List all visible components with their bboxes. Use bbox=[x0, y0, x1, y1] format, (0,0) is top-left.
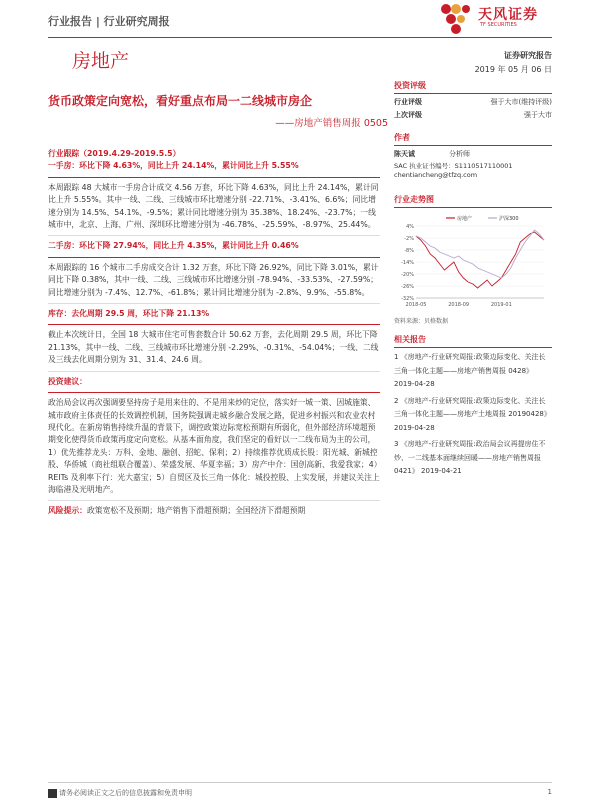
logo-mark-icon bbox=[434, 2, 474, 36]
first-hand-heading: 一手房：环比下降 4.63%，同比上升 24.14%，累计同比上升 5.55% bbox=[48, 161, 299, 171]
divider bbox=[48, 235, 380, 236]
y-tick-label: -20% bbox=[401, 272, 414, 278]
related-report-item[interactable]: 3 《房地产-行业研究周报:政治局会议再提房住不炒、一二线基本面继续回暖——房地产销售周报 0421》 2019-04-21 bbox=[394, 440, 546, 475]
tracking-label: 行业跟踪（2019.4.29-2019.5.5） bbox=[48, 149, 181, 158]
divider bbox=[48, 257, 380, 258]
related-panel bbox=[394, 334, 552, 479]
divider bbox=[48, 303, 380, 304]
divider bbox=[48, 324, 380, 325]
logo-text: 天风证券 bbox=[478, 7, 538, 23]
main-content bbox=[48, 148, 380, 518]
y-tick-label: -26% bbox=[401, 284, 414, 290]
report-category: 行业报告 | 行业研究周报 bbox=[48, 15, 170, 28]
report-date: 2019 年 05 月 06 日 bbox=[474, 65, 552, 74]
footer-disclaimer bbox=[48, 788, 192, 798]
chart-heading: 行业走势图 bbox=[394, 194, 552, 208]
industry-rating-value: 强于大市(维持评级) bbox=[490, 98, 552, 106]
first-hand-body: 本周跟踪 48 大城市一手房合计成交 4.56 万套，环比下降 4.63%，同比上升 24.14%，累计同比上升 5.55%。其中一线、二线、三线城市环比增速分别 -22.71%、-3.41%、6.6%；同比增速分别为 14.5%、54.1%、-9.5%；累计同比增速分别为 35.38%、18.24%、-23.7%；一线城市中，北京、上海、广州、深圳环比增速分别为 -46.78%、-25.59%、-8.97%、25.44%。 bbox=[48, 182, 379, 230]
inventory-heading: 库存：去化周期 29.5 周，环比下降 21.13% bbox=[48, 309, 210, 319]
industry-rating-label: 行业评级 bbox=[394, 98, 422, 106]
author-row bbox=[394, 149, 552, 159]
header-divider bbox=[48, 37, 552, 38]
chart-panel bbox=[394, 194, 552, 325]
y-tick-label: -8% bbox=[404, 248, 414, 254]
prev-rating-label: 上次评级 bbox=[394, 111, 422, 119]
y-tick-label: -32% bbox=[401, 296, 414, 302]
sector-title: 房地产 bbox=[72, 50, 130, 72]
author-cert: SAC 执业证书编号：S1110517110001 bbox=[394, 162, 513, 170]
divider bbox=[48, 177, 380, 178]
series-line-hs300 bbox=[416, 230, 544, 278]
series-line-real-estate bbox=[416, 232, 544, 288]
company-logo bbox=[434, 2, 552, 38]
advice-body: 政治局会议再次强调要坚持房子是用来住的、不是用来炒的定位，落实好一城一策、因城施策、城市政府主体责任的长效调控机制，国务院强调走城乡融合发展之路，促进乡村振兴和农业农村现代化。在新房销售持续升温的背景下，调控政策边际宽松预期有所弱化，但外部经济环境超预期变化使得货币政策再度定向宽松。从基本面角度，我们坚定的看好以一二线布局为主的公司，1）优先推荐龙头：万科、金地、融创、招蛇、保利；2）持续推荐优质成长股：阳光城、新城控股、华侨城（商社组联合覆盖）、荣盛发展、华夏幸福；3）房产中介：国创高新、我爱我家；4）REITs 及利率下行：光大嘉宝；5）自贸区及长三角一体化：城投控股、上实发展，并建议关注上海临港及光明地产。 bbox=[48, 398, 380, 494]
risk-line bbox=[48, 505, 380, 517]
page-number: 1 bbox=[547, 788, 552, 796]
divider bbox=[48, 500, 380, 501]
legend-label: 房地产 bbox=[457, 216, 473, 222]
y-tick-label: -14% bbox=[401, 260, 414, 266]
footer-divider bbox=[48, 782, 552, 783]
prev-rating-row bbox=[394, 110, 552, 120]
x-tick-label: 2019-01 bbox=[490, 302, 512, 308]
qr-code-icon bbox=[48, 789, 57, 798]
author-name: 陈天诚 bbox=[394, 150, 415, 158]
x-tick-label: 2018-05 bbox=[405, 302, 427, 308]
related-heading: 相关报告 bbox=[394, 334, 552, 348]
chart-source: 资料来源：贝格数据 bbox=[394, 318, 449, 325]
rating-heading: 投资评级 bbox=[394, 80, 552, 94]
divider bbox=[48, 392, 380, 393]
rating-panel bbox=[394, 80, 552, 120]
author-email: chentiancheng@tfzq.com bbox=[394, 171, 478, 179]
inventory-body: 截止本次统计日，全国 18 大城市住宅可售套数合计 50.62 万套，去化周期 29.5 周，环比下降 21.13%，其中一线、二线、三线城市环比增速分别 -2.29%、-0.31%、-54.04%；一线、二线及三线去化周期分别为 31、31.4、24.6 周。 bbox=[48, 330, 379, 365]
advice-label: 投资建议： bbox=[48, 376, 87, 386]
report-subtitle: ——房地产销售周报 0505 bbox=[275, 118, 388, 129]
industry-rating-row bbox=[394, 97, 552, 107]
second-hand-body: 本周跟踪的 16 个城市二手房成交合计 1.32 万套，环比下降 26.92%，同比下降 3.01%，累计同比下降 0.38%，其中一线、二线、三线城市环比增速分别 -78.94%、-33.53%、-27.59%；同比增速分别为 -7.4%、12.7%、-61.8%；累计同比增速分别为 -2.8%、9.9%、-55.8%。 bbox=[48, 262, 379, 297]
prev-rating-value: 强于大市 bbox=[524, 111, 552, 119]
report-title: 货币政策定向宽松，看好重点布局一二线城市房企 bbox=[48, 94, 313, 108]
author-role: 分析师 bbox=[449, 150, 470, 158]
risk-label: 风险提示： bbox=[48, 506, 87, 516]
related-report-item[interactable]: 2 《房地产-行业研究周报:政策边际变化、关注长三角一体化主题——房地产土地周报 20190428》 2019-04-28 bbox=[394, 396, 551, 432]
divider bbox=[48, 371, 380, 372]
y-tick-label: -2% bbox=[404, 236, 414, 242]
legend-label: 沪深300 bbox=[499, 216, 519, 222]
author-panel bbox=[394, 132, 552, 179]
report-type: 证券研究报告 bbox=[504, 51, 552, 60]
risk-body: 政策宽松不及预期；地产销售下滑超预期；全国经济下滑超预期 bbox=[86, 506, 306, 516]
x-tick-label: 2018-09 bbox=[448, 302, 470, 308]
footer-disclaimer-text: 请务必阅读正文之后的信息披露和免责申明 bbox=[59, 789, 192, 797]
second-hand-heading: 二手房：环比下降 27.94%，同比上升 4.35%，累计同比上升 0.46% bbox=[48, 241, 299, 251]
trend-chart bbox=[394, 212, 552, 312]
y-tick-label: 4% bbox=[406, 224, 414, 230]
author-heading: 作者 bbox=[394, 132, 552, 146]
related-report-item[interactable]: 1 《房地产-行业研究周报:政策边际变化、关注长三角一体化主题——房地产销售周报 0428》 2019-04-28 bbox=[394, 353, 546, 388]
logo-subtext: TF SECURITIES bbox=[480, 22, 517, 28]
